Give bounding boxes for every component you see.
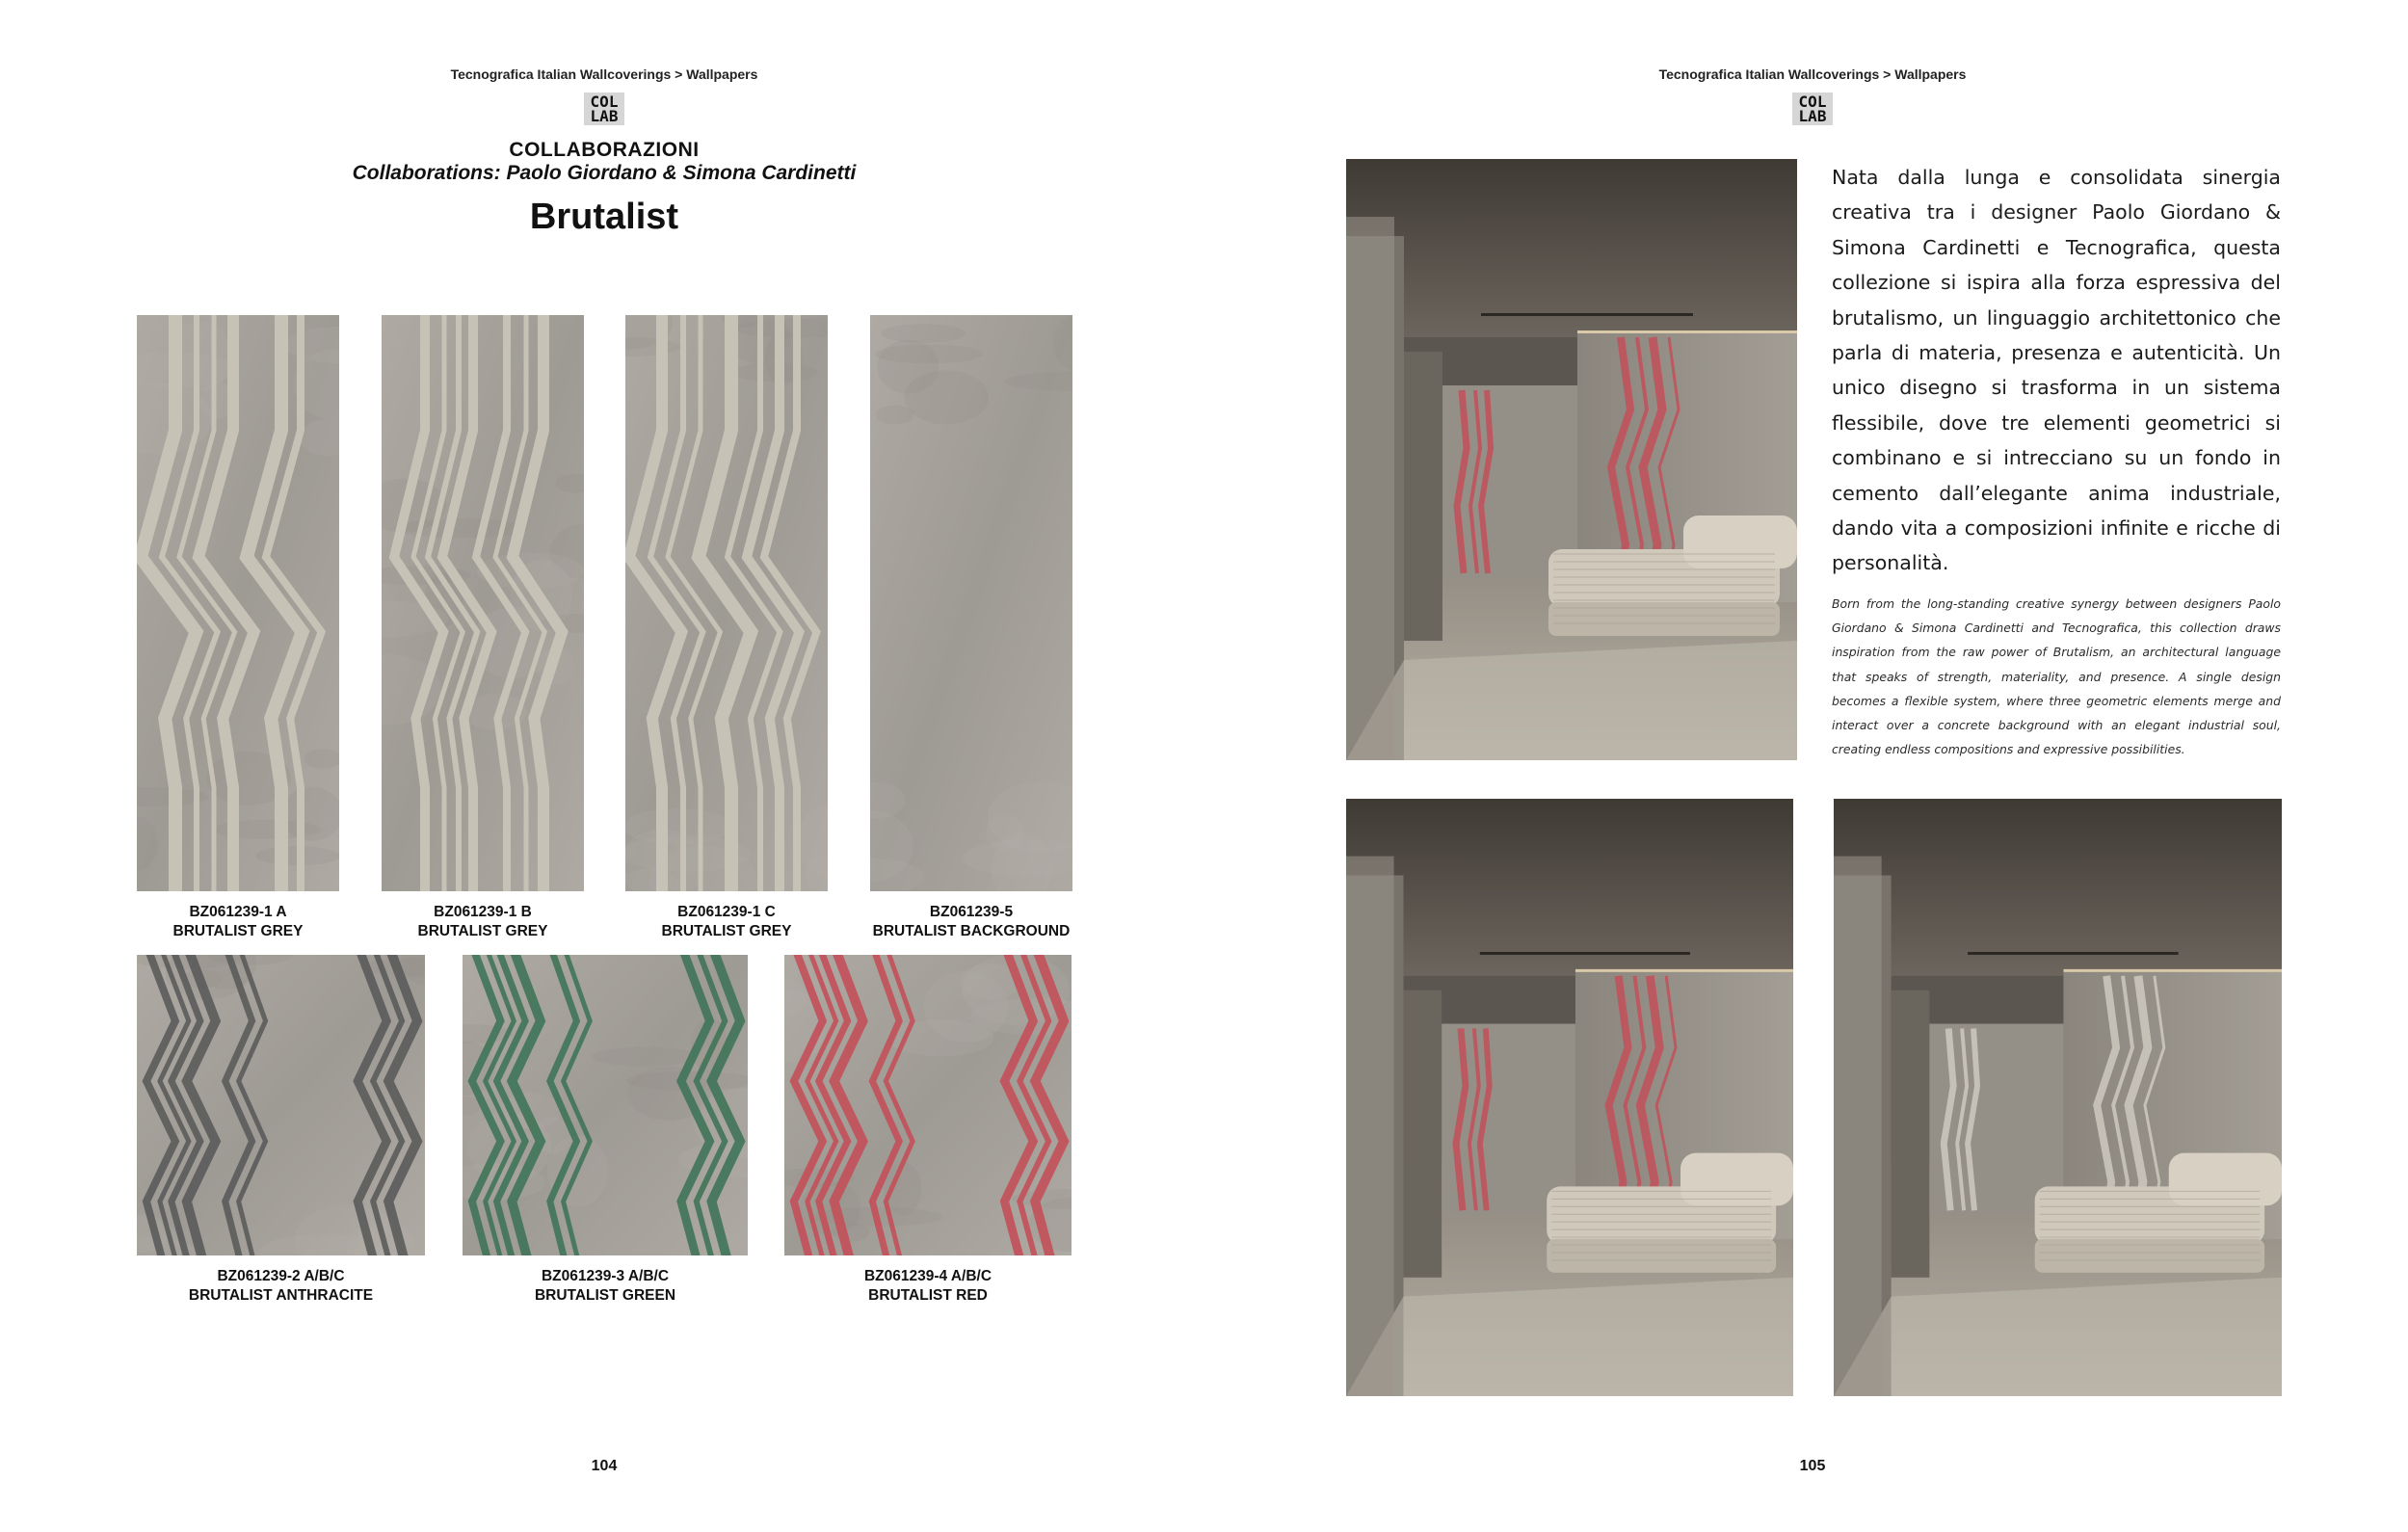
swatch-code: BZ061239-1 B (434, 904, 532, 920)
logo-line-1: COL (1798, 92, 1827, 111)
logo-line-2: LAB (590, 107, 619, 125)
swatch-name: BRUTALIST GREY (417, 923, 548, 939)
photo-bedroom-red-2[interactable] (1346, 799, 1793, 1396)
description-english: Born from the long-standing creative synergy between designers Paolo Giordano & Simona Cardinetti and Tecnografica, this collection draws inspiration from the raw power of Brutalism, an architectural language that speaks of strength, materiality, and presence. A single design becomes a flexible system, where three geometric elements merge and interact over a concrete background with an elegant industrial soul, creating endless compositions and expressive possibilities. (1832, 596, 2281, 757)
swatch-caption (463, 1267, 748, 1306)
swatch-code: BZ061239-3 A/B/C (541, 1268, 670, 1284)
breadcrumb[interactable]: Tecnografica Italian Wallcoverings > Wallpapers (1658, 66, 1967, 82)
swatch-name: BRUTALIST ANTHRACITE (188, 1287, 374, 1304)
swatch-code: BZ061239-1 C (677, 904, 776, 920)
swatch-brutalist-background[interactable] (870, 315, 1072, 891)
swatch-code: BZ061239-4 A/B/C (863, 1268, 992, 1284)
swatch-caption (118, 903, 358, 941)
breadcrumb[interactable]: Tecnografica Italian Wallcoverings > Wallpapers (450, 66, 758, 82)
swatch-name: BRUTALIST GREEN (534, 1287, 676, 1304)
swatch-caption (606, 903, 847, 941)
collab-logo (584, 92, 624, 125)
page-title: Brutalist (529, 197, 679, 237)
swatch-brutalist-grey-c[interactable] (625, 315, 828, 891)
logo-line-2: LAB (1798, 107, 1827, 125)
logo-line-1: COL (590, 92, 619, 111)
swatch-name: BRUTALIST GREY (661, 923, 792, 939)
page-number: 104 (591, 1458, 618, 1474)
swatch-code: BZ061239-1 A (189, 904, 287, 920)
swatch-brutalist-green[interactable] (463, 955, 748, 1255)
photo-bedroom-red-1[interactable] (1346, 159, 1797, 760)
collaborators-line: Collaborations: Paolo Giordano & Simona Cardinetti (352, 162, 857, 184)
swatch-brutalist-anthracite[interactable] (137, 955, 425, 1255)
page-number: 105 (1799, 1458, 1826, 1474)
swatch-code: BZ061239-2 A/B/C (217, 1268, 345, 1284)
swatch-caption (137, 1267, 425, 1306)
collection-label: COLLABORAZIONI (509, 139, 700, 161)
swatch-caption (784, 1267, 1072, 1306)
swatch-brutalist-grey-a[interactable] (137, 315, 339, 891)
collab-logo (1792, 92, 1833, 125)
swatch-caption (362, 903, 603, 941)
swatch-name: BRUTALIST BACKGROUND (872, 923, 1071, 939)
swatch-name: BRUTALIST GREY (172, 923, 304, 939)
swatch-name: BRUTALIST RED (868, 1287, 988, 1304)
description-italian: Nata dalla lunga e consolidata sinergia creativa tra i designer Paolo Giordano & Simona Cardinetti e Tecnografica, questa collezione si ispira alla forza espressiva del brutalismo, un linguaggio architettonico che parla di materia, presenza e autenticità. Un unico disegno si trasforma in un sistema flessibile, dove tre elementi geometrici si combinano e si intrecciano su un fondo in cemento dall’elegante anima industriale, dando vita a composizioni infinite e ricche di personalità. (1832, 166, 2281, 575)
swatch-brutalist-red[interactable] (784, 955, 1072, 1255)
swatch-caption (841, 903, 1101, 941)
swatch-brutalist-grey-b[interactable] (382, 315, 584, 891)
photo-bedroom-grey[interactable] (1834, 799, 2282, 1396)
swatch-code: BZ061239-5 (929, 904, 1014, 920)
